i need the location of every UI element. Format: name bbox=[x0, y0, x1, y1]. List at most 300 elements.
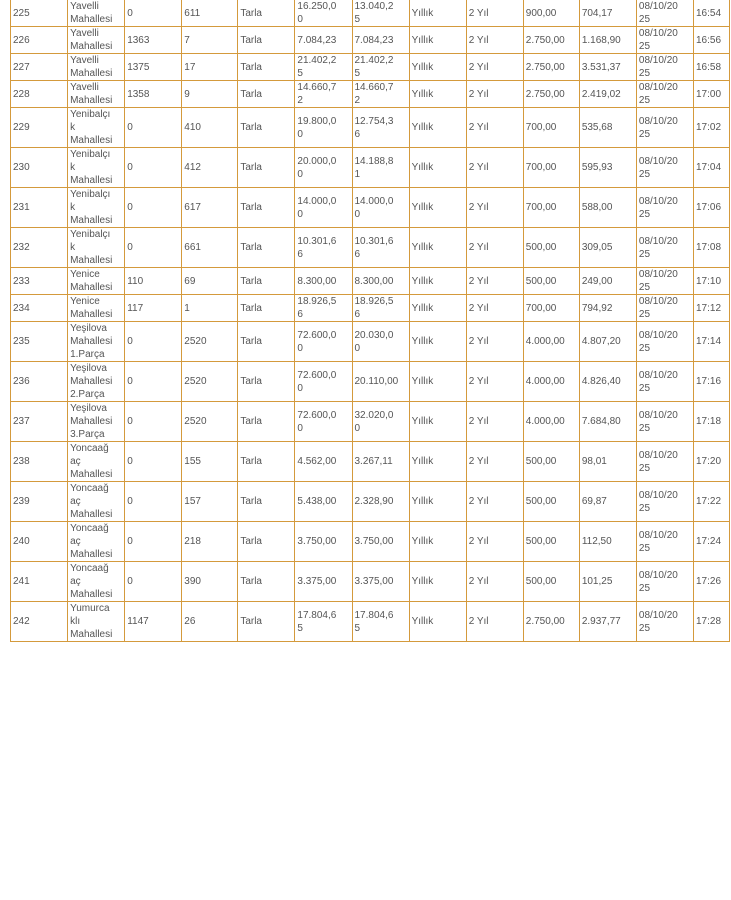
neighborhood-cell bbox=[68, 562, 125, 602]
neighborhood-cell-line: k bbox=[70, 162, 76, 173]
neighborhood-cell bbox=[68, 295, 125, 322]
lease-area bbox=[352, 362, 409, 402]
block-number: 0 bbox=[125, 362, 182, 402]
unit-price: 500,00 bbox=[523, 522, 579, 562]
parcel-number: 1 bbox=[182, 295, 238, 322]
neighborhood-cell-line: Mahallesi bbox=[70, 376, 113, 387]
auction-time: 17:28 bbox=[694, 602, 730, 642]
lease-area bbox=[352, 148, 409, 188]
neighborhood-cell-line: aç bbox=[70, 496, 81, 507]
lease-area-line: 5 bbox=[354, 14, 361, 25]
total-area bbox=[295, 402, 352, 442]
lease-area-line: 14.660,7 bbox=[354, 82, 394, 93]
unit-price: 2.750,00 bbox=[523, 602, 579, 642]
lease-area-line: 5 bbox=[354, 68, 361, 79]
total-area bbox=[295, 482, 352, 522]
amount: 7.684,80 bbox=[579, 402, 636, 442]
lease-area-line: 18.926,5 bbox=[354, 296, 394, 307]
neighborhood-cell-line: Mahallesi bbox=[70, 509, 113, 520]
duration: 2 Yıl bbox=[466, 602, 523, 642]
table-row bbox=[11, 482, 730, 522]
period: Yıllık bbox=[409, 108, 466, 148]
neighborhood-cell bbox=[68, 402, 125, 442]
amount: 704,17 bbox=[579, 0, 636, 27]
lease-area bbox=[352, 602, 409, 642]
neighborhood-cell bbox=[68, 81, 125, 108]
auction-time: 16:54 bbox=[694, 0, 730, 27]
total-area bbox=[295, 228, 352, 268]
unit-price: 4.000,00 bbox=[523, 402, 579, 442]
total-area bbox=[295, 81, 352, 108]
neighborhood-cell-line: Yavelli bbox=[70, 82, 99, 93]
lease-area bbox=[352, 442, 409, 482]
lease-area bbox=[352, 81, 409, 108]
duration: 2 Yıl bbox=[466, 322, 523, 362]
row-number: 229 bbox=[11, 108, 68, 148]
lease-area-line: 10.301,6 bbox=[354, 235, 394, 247]
neighborhood-cell-line: Mahallesi bbox=[70, 135, 113, 146]
neighborhood-cell-line: aç bbox=[70, 576, 81, 587]
block-number: 0 bbox=[125, 562, 182, 602]
neighborhood-cell-line: Mahallesi bbox=[70, 175, 113, 186]
auction-date bbox=[636, 188, 693, 228]
auction-date bbox=[636, 0, 693, 27]
auction-time: 17:12 bbox=[694, 295, 730, 322]
auction-date-line: 25 bbox=[638, 309, 651, 320]
unit-price: 700,00 bbox=[523, 295, 579, 322]
auction-date-line: 25 bbox=[638, 208, 651, 220]
total-area-line: 72.600,0 bbox=[297, 369, 337, 381]
auction-date-line: 08/10/20 bbox=[638, 28, 678, 39]
auction-date-line: 08/10/20 bbox=[638, 55, 678, 66]
neighborhood-cell-line: Mahallesi bbox=[70, 68, 113, 79]
lease-area-line: 13.040,2 bbox=[354, 1, 394, 12]
neighborhood-cell-line: Mahallesi bbox=[70, 309, 113, 320]
duration: 2 Yıl bbox=[466, 482, 523, 522]
total-area-line: 72.600,0 bbox=[297, 409, 337, 421]
neighborhood-cell-line: Yenibalçı bbox=[70, 189, 111, 200]
period: Yıllık bbox=[409, 522, 466, 562]
auction-time: 17:14 bbox=[694, 322, 730, 362]
row-number: 230 bbox=[11, 148, 68, 188]
lease-area-line: 20.110,00 bbox=[354, 376, 399, 387]
neighborhood-cell-line: Yeşilova bbox=[70, 363, 107, 374]
unit-price: 500,00 bbox=[523, 228, 579, 268]
neighborhood-cell-line: Yavelli bbox=[70, 55, 99, 66]
neighborhood-cell bbox=[68, 522, 125, 562]
auction-date-line: 25 bbox=[638, 248, 651, 260]
duration: 2 Yıl bbox=[466, 362, 523, 402]
block-number: 1363 bbox=[125, 27, 182, 54]
unit-price: 4.000,00 bbox=[523, 322, 579, 362]
period: Yıllık bbox=[409, 295, 466, 322]
neighborhood-cell bbox=[68, 228, 125, 268]
block-number: 1358 bbox=[125, 81, 182, 108]
auction-date bbox=[636, 602, 693, 642]
parcel-number: 412 bbox=[182, 148, 238, 188]
period: Yıllık bbox=[409, 482, 466, 522]
amount: 2.419,02 bbox=[579, 81, 636, 108]
neighborhood-cell-line: Yoncaağ bbox=[70, 483, 109, 494]
amount: 595,93 bbox=[579, 148, 636, 188]
neighborhood-cell-line: Yoncaağ bbox=[70, 523, 109, 534]
duration: 2 Yıl bbox=[466, 27, 523, 54]
auction-date-line: 08/10/20 bbox=[638, 296, 678, 307]
neighborhood-cell-line: Yoncaağ bbox=[70, 563, 109, 574]
land-type: Tarla bbox=[238, 54, 295, 81]
land-type: Tarla bbox=[238, 295, 295, 322]
lease-area-line: 5 bbox=[354, 622, 361, 634]
unit-price: 500,00 bbox=[523, 442, 579, 482]
parcel-number: 611 bbox=[182, 0, 238, 27]
auction-date bbox=[636, 522, 693, 562]
period: Yıllık bbox=[409, 362, 466, 402]
neighborhood-cell-line: Yenice bbox=[70, 296, 100, 307]
amount: 69,87 bbox=[579, 482, 636, 522]
neighborhood-cell-line: 3.Parça bbox=[70, 429, 105, 440]
neighborhood-cell-line: Mahallesi bbox=[70, 255, 113, 266]
auction-time: 17:06 bbox=[694, 188, 730, 228]
block-number: 0 bbox=[125, 188, 182, 228]
total-area-line: 0 bbox=[297, 128, 303, 140]
auction-time: 16:56 bbox=[694, 27, 730, 54]
block-number: 0 bbox=[125, 482, 182, 522]
amount: 1.168,90 bbox=[579, 27, 636, 54]
table-row bbox=[11, 0, 730, 27]
auction-date-line: 08/10/20 bbox=[638, 115, 678, 127]
total-area bbox=[295, 602, 352, 642]
block-number: 0 bbox=[125, 442, 182, 482]
parcel-number: 617 bbox=[182, 188, 238, 228]
land-type: Tarla bbox=[238, 482, 295, 522]
auction-date-line: 08/10/20 bbox=[638, 329, 678, 341]
parcel-number: 157 bbox=[182, 482, 238, 522]
total-area-line: 6 bbox=[297, 248, 303, 260]
land-type: Tarla bbox=[238, 188, 295, 228]
neighborhood-cell-line: Mahallesi bbox=[70, 41, 113, 52]
auction-time: 17:22 bbox=[694, 482, 730, 522]
total-area-line: 20.000,0 bbox=[297, 155, 337, 167]
period: Yıllık bbox=[409, 148, 466, 188]
neighborhood-cell-line: Mahallesi bbox=[70, 469, 113, 480]
duration: 2 Yıl bbox=[466, 442, 523, 482]
period: Yıllık bbox=[409, 228, 466, 268]
lease-area-line: 14.000,0 bbox=[354, 195, 394, 207]
neighborhood-cell-line: Yumurca bbox=[70, 603, 110, 614]
table-row bbox=[11, 81, 730, 108]
lease-area bbox=[352, 27, 409, 54]
amount: 101,25 bbox=[579, 562, 636, 602]
total-area bbox=[295, 188, 352, 228]
row-number: 225 bbox=[11, 0, 68, 27]
neighborhood-cell-line: Yeşilova bbox=[70, 403, 107, 414]
parcel-number: 155 bbox=[182, 442, 238, 482]
lease-area bbox=[352, 188, 409, 228]
land-type: Tarla bbox=[238, 602, 295, 642]
unit-price: 700,00 bbox=[523, 148, 579, 188]
table-row bbox=[11, 108, 730, 148]
total-area bbox=[295, 54, 352, 81]
parcel-number: 9 bbox=[182, 81, 238, 108]
neighborhood-cell bbox=[68, 482, 125, 522]
period: Yıllık bbox=[409, 54, 466, 81]
auction-date-line: 08/10/20 bbox=[638, 369, 678, 381]
auction-date bbox=[636, 322, 693, 362]
row-number: 228 bbox=[11, 81, 68, 108]
block-number: 0 bbox=[125, 108, 182, 148]
total-area-line: 16.250,0 bbox=[297, 1, 337, 12]
auction-time: 17:10 bbox=[694, 268, 730, 295]
neighborhood-cell bbox=[68, 362, 125, 402]
total-area bbox=[295, 522, 352, 562]
lease-area-line: 3.267,11 bbox=[354, 456, 393, 467]
auction-date-line: 08/10/20 bbox=[638, 529, 678, 541]
land-type: Tarla bbox=[238, 268, 295, 295]
neighborhood-cell bbox=[68, 322, 125, 362]
total-area-line: 5 bbox=[297, 622, 303, 634]
duration: 2 Yıl bbox=[466, 81, 523, 108]
total-area-line: 5.438,00 bbox=[297, 496, 337, 507]
neighborhood-cell-line: Yenibalçı bbox=[70, 149, 111, 160]
block-number: 1375 bbox=[125, 54, 182, 81]
lease-area bbox=[352, 228, 409, 268]
auction-date bbox=[636, 295, 693, 322]
table-row bbox=[11, 602, 730, 642]
table-row bbox=[11, 442, 730, 482]
total-area-line: 2 bbox=[297, 95, 303, 106]
auction-date-line: 25 bbox=[638, 382, 651, 394]
total-area bbox=[295, 322, 352, 362]
table-row bbox=[11, 54, 730, 81]
unit-price: 700,00 bbox=[523, 108, 579, 148]
block-number: 0 bbox=[125, 402, 182, 442]
auction-date-line: 08/10/20 bbox=[638, 1, 678, 12]
land-type: Tarla bbox=[238, 402, 295, 442]
parcel-number: 218 bbox=[182, 522, 238, 562]
lease-area bbox=[352, 522, 409, 562]
lease-area bbox=[352, 108, 409, 148]
period: Yıllık bbox=[409, 188, 466, 228]
total-area bbox=[295, 27, 352, 54]
neighborhood-cell-line: Mahallesi bbox=[70, 336, 113, 347]
auction-date-line: 08/10/20 bbox=[638, 409, 678, 421]
block-number: 0 bbox=[125, 148, 182, 188]
land-type: Tarla bbox=[238, 522, 295, 562]
auction-date-line: 25 bbox=[638, 168, 651, 180]
duration: 2 Yıl bbox=[466, 268, 523, 295]
duration: 2 Yıl bbox=[466, 402, 523, 442]
land-type: Tarla bbox=[238, 27, 295, 54]
land-type: Tarla bbox=[238, 442, 295, 482]
total-area-line: 72.600,0 bbox=[297, 329, 337, 341]
auction-date-line: 08/10/20 bbox=[638, 82, 678, 93]
auction-date bbox=[636, 108, 693, 148]
neighborhood-cell-line: Mahallesi bbox=[70, 215, 113, 226]
period: Yıllık bbox=[409, 442, 466, 482]
amount: 794,92 bbox=[579, 295, 636, 322]
neighborhood-cell-line: Yenice bbox=[70, 269, 100, 280]
neighborhood-cell-line: Mahallesi bbox=[70, 416, 113, 427]
neighborhood-cell bbox=[68, 148, 125, 188]
total-area-line: 3.750,00 bbox=[297, 536, 337, 547]
neighborhood-cell-line: Mahallesi bbox=[70, 589, 113, 600]
auction-table bbox=[10, 0, 730, 642]
neighborhood-cell bbox=[68, 54, 125, 81]
neighborhood-cell bbox=[68, 108, 125, 148]
total-area bbox=[295, 562, 352, 602]
duration: 2 Yıl bbox=[466, 188, 523, 228]
total-area-line: 0 bbox=[297, 382, 303, 394]
parcel-number: 2520 bbox=[182, 402, 238, 442]
neighborhood-cell-line: aç bbox=[70, 536, 81, 547]
amount: 3.531,37 bbox=[579, 54, 636, 81]
neighborhood-cell bbox=[68, 188, 125, 228]
auction-time: 16:58 bbox=[694, 54, 730, 81]
period: Yıllık bbox=[409, 322, 466, 362]
period: Yıllık bbox=[409, 402, 466, 442]
auction-date-line: 25 bbox=[638, 422, 651, 434]
auction-date-line: 25 bbox=[638, 282, 651, 293]
table-row bbox=[11, 295, 730, 322]
duration: 2 Yıl bbox=[466, 562, 523, 602]
land-type: Tarla bbox=[238, 322, 295, 362]
neighborhood-cell-line: Yenibalçı bbox=[70, 109, 111, 120]
block-number: 0 bbox=[125, 0, 182, 27]
period: Yıllık bbox=[409, 602, 466, 642]
lease-area-line: 1 bbox=[354, 168, 361, 180]
auction-date-line: 08/10/20 bbox=[638, 569, 678, 581]
row-number: 241 bbox=[11, 562, 68, 602]
parcel-number: 661 bbox=[182, 228, 238, 268]
auction-date-line: 08/10/20 bbox=[638, 269, 678, 280]
neighborhood-cell-line: Yeşilova bbox=[70, 323, 107, 334]
row-number: 231 bbox=[11, 188, 68, 228]
period: Yıllık bbox=[409, 268, 466, 295]
amount: 588,00 bbox=[579, 188, 636, 228]
neighborhood-cell-line: Mahallesi bbox=[70, 629, 113, 640]
block-number: 1147 bbox=[125, 602, 182, 642]
amount: 98,01 bbox=[579, 442, 636, 482]
lease-area-line: 6 bbox=[354, 248, 361, 260]
total-area-line: 0 bbox=[297, 208, 303, 220]
table-row bbox=[11, 362, 730, 402]
lease-area bbox=[352, 268, 409, 295]
lease-area bbox=[352, 482, 409, 522]
total-area-line: 8.300,00 bbox=[297, 275, 337, 287]
lease-area bbox=[352, 562, 409, 602]
lease-area-line: 20.030,0 bbox=[354, 329, 394, 341]
unit-price: 2.750,00 bbox=[523, 27, 579, 54]
auction-date bbox=[636, 442, 693, 482]
lease-area-line: 32.020,0 bbox=[354, 409, 394, 421]
block-number: 0 bbox=[125, 322, 182, 362]
unit-price: 900,00 bbox=[523, 0, 579, 27]
neighborhood-cell bbox=[68, 602, 125, 642]
lease-area bbox=[352, 0, 409, 27]
unit-price: 500,00 bbox=[523, 268, 579, 295]
land-type: Tarla bbox=[238, 108, 295, 148]
neighborhood-cell-line: klı bbox=[70, 616, 81, 627]
auction-date bbox=[636, 562, 693, 602]
auction-time: 17:26 bbox=[694, 562, 730, 602]
total-area-line: 0 bbox=[297, 168, 303, 180]
unit-price: 2.750,00 bbox=[523, 54, 579, 81]
auction-date-line: 25 bbox=[638, 95, 651, 106]
row-number: 232 bbox=[11, 228, 68, 268]
period: Yıllık bbox=[409, 81, 466, 108]
auction-date bbox=[636, 27, 693, 54]
block-number: 110 bbox=[125, 268, 182, 295]
land-type: Tarla bbox=[238, 0, 295, 27]
total-area-line: 7.084,23 bbox=[297, 34, 337, 46]
total-area-line: 14.660,7 bbox=[297, 82, 337, 93]
neighborhood-cell-line: k bbox=[70, 242, 76, 253]
row-number: 236 bbox=[11, 362, 68, 402]
auction-time: 17:16 bbox=[694, 362, 730, 402]
total-area-line: 4.562,00 bbox=[297, 456, 337, 467]
duration: 2 Yıl bbox=[466, 108, 523, 148]
neighborhood-cell-line: k bbox=[70, 202, 76, 213]
amount: 309,05 bbox=[579, 228, 636, 268]
auction-date bbox=[636, 362, 693, 402]
parcel-number: 69 bbox=[182, 268, 238, 295]
neighborhood-cell-line: Yavelli bbox=[70, 28, 99, 39]
amount: 112,50 bbox=[579, 522, 636, 562]
table-row bbox=[11, 322, 730, 362]
parcel-number: 410 bbox=[182, 108, 238, 148]
auction-date-line: 25 bbox=[638, 68, 651, 79]
total-area-line: 18.926,5 bbox=[297, 296, 337, 307]
lease-area bbox=[352, 402, 409, 442]
table-body bbox=[11, 0, 730, 642]
auction-date bbox=[636, 228, 693, 268]
total-area bbox=[295, 108, 352, 148]
table-row bbox=[11, 268, 730, 295]
auction-date bbox=[636, 81, 693, 108]
total-area-line: 0 bbox=[297, 14, 303, 25]
total-area bbox=[295, 268, 352, 295]
duration: 2 Yıl bbox=[466, 54, 523, 81]
row-number: 226 bbox=[11, 27, 68, 54]
table-row bbox=[11, 402, 730, 442]
period: Yıllık bbox=[409, 0, 466, 27]
duration: 2 Yıl bbox=[466, 295, 523, 322]
total-area-line: 0 bbox=[297, 422, 303, 434]
table-row bbox=[11, 27, 730, 54]
amount: 4.826,40 bbox=[579, 362, 636, 402]
auction-time: 17:08 bbox=[694, 228, 730, 268]
total-area-line: 6 bbox=[297, 309, 303, 320]
parcel-number: 390 bbox=[182, 562, 238, 602]
table-row bbox=[11, 522, 730, 562]
auction-date bbox=[636, 268, 693, 295]
land-type: Tarla bbox=[238, 81, 295, 108]
duration: 2 Yıl bbox=[466, 148, 523, 188]
period: Yıllık bbox=[409, 27, 466, 54]
auction-date bbox=[636, 54, 693, 81]
row-number: 240 bbox=[11, 522, 68, 562]
auction-date-line: 25 bbox=[638, 582, 651, 594]
total-area-line: 5 bbox=[297, 68, 303, 79]
auction-time: 17:00 bbox=[694, 81, 730, 108]
total-area-line: 0 bbox=[297, 342, 303, 354]
row-number: 235 bbox=[11, 322, 68, 362]
auction-date-line: 25 bbox=[638, 542, 651, 554]
neighborhood-cell-line: Mahallesi bbox=[70, 549, 113, 560]
duration: 2 Yıl bbox=[466, 0, 523, 27]
period: Yıllık bbox=[409, 562, 466, 602]
lease-area-line: 21.402,2 bbox=[354, 55, 394, 66]
